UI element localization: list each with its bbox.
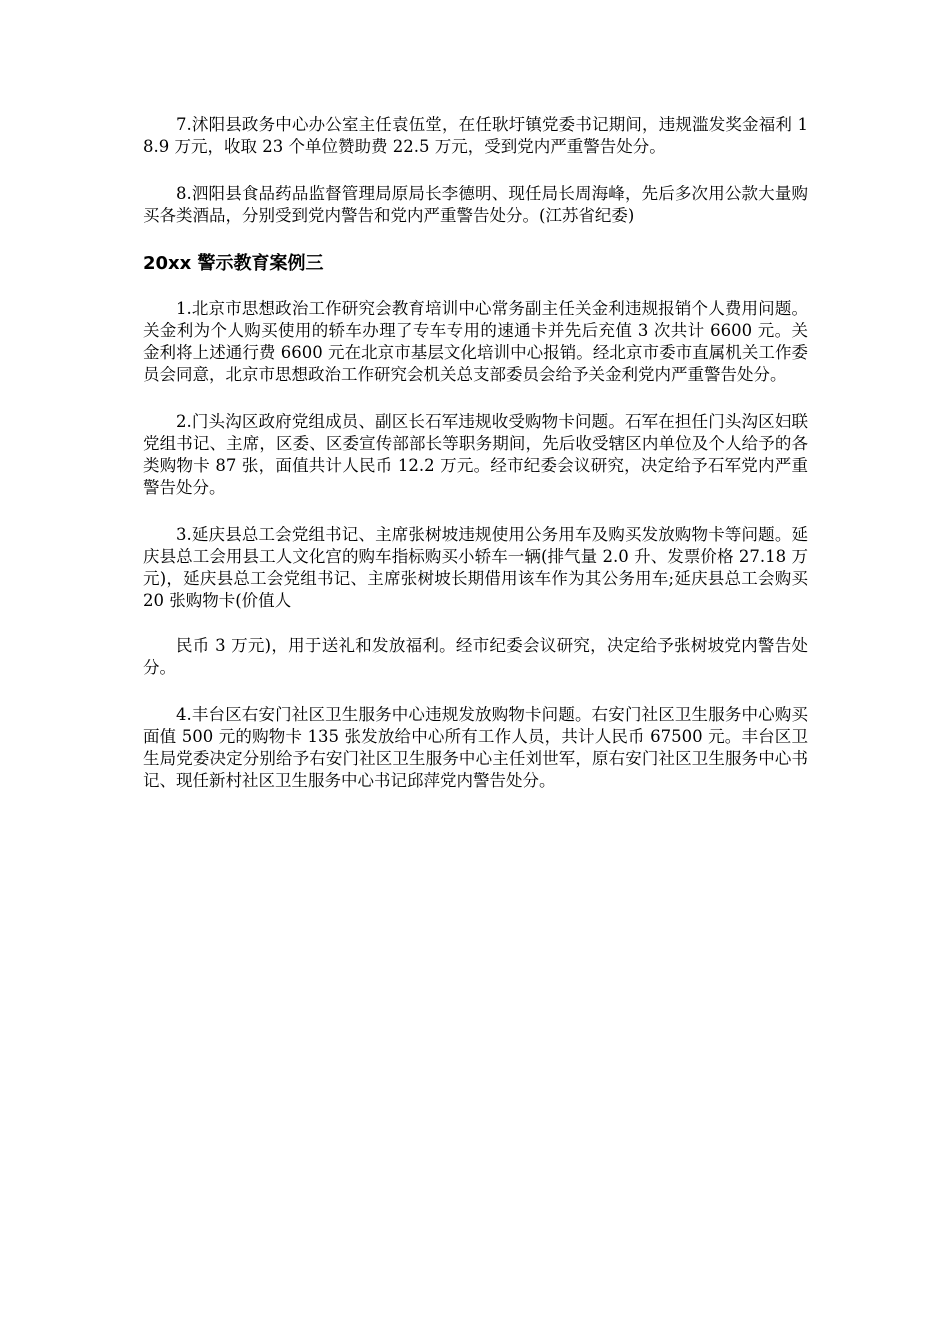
paragraph-case3-2: 2.门头沟区政府党组成员、副区长石军违规收受购物卡问题。石军在担任门头沟区妇联党组书记、主席，区委、区委宣传部部长等职务期间，先后收受辖区内单位及个人给予的各类购物卡 87 张，面值共计人民币 12.2 万元。经市纪委会议研究，决定给予石军党内严重警告处分。: [143, 412, 808, 497]
paragraph-case3-3: 3.延庆县总工会党组书记、主席张树坡违规使用公务用车及购买发放购物卡等问题。延庆县总工会用县工人文化宫的购车指标购买小轿车一辆(排气量 2.0 升、发票价格 27.18 万元)，延庆县总工会党组书记、主席张树坡长期借用该车作为其公务用车;延庆县总工会购买 20 张购物卡(价值人: [143, 525, 808, 610]
paragraph-case3-4: 4.丰台区右安门社区卫生服务中心违规发放购物卡问题。右安门社区卫生服务中心购买面值 500 元的购物卡 135 张发放给中心所有工作人员，共计人民币 67500 元。丰台区卫生局党委决定分别给予右安门社区卫生服务中心主任刘世军，原右安门社区卫生服务中心书记、现任新村社区卫生服务中心书记邱萍党内警告处分。: [143, 705, 808, 790]
document-page: [143, 114, 808, 817]
paragraph-case-7: 7.沭阳县政务中心办公室主任袁伍堂，在任耿圩镇党委书记期间，违规滥发奖金福利 18.9 万元，收取 23 个单位赞助费 22.5 万元，受到党内严重警告处分。: [143, 115, 808, 156]
section-heading: 20xx 警示教育案例三: [143, 253, 324, 274]
paragraph-case3-1: 1.北京市思想政治工作研究会教育培训中心常务副主任关金利违规报销个人费用问题。关金利为个人购买使用的轿车办理了专车专用的速通卡并先后充值 3 次共计 6600 元。关金利将上述通行费 6600 元在北京市基层文化培训中心报销。经北京市委市直属机关工作委员会同意，北京市思想政治工作研究会机关总支部委员会给予关金利党内严重警告处分。: [143, 299, 808, 384]
paragraph-case-8: 8.泗阳县食品药品监督管理局原局长李德明、现任局长周海峰，先后多次用公款大量购买各类酒品，分别受到党内警告和党内严重警告处分。(江苏省纪委): [143, 184, 808, 225]
paragraph-case3-3-continued: 民币 3 万元)，用于送礼和发放福利。经市纪委会议研究，决定给予张树坡党内警告处分。: [143, 636, 808, 677]
